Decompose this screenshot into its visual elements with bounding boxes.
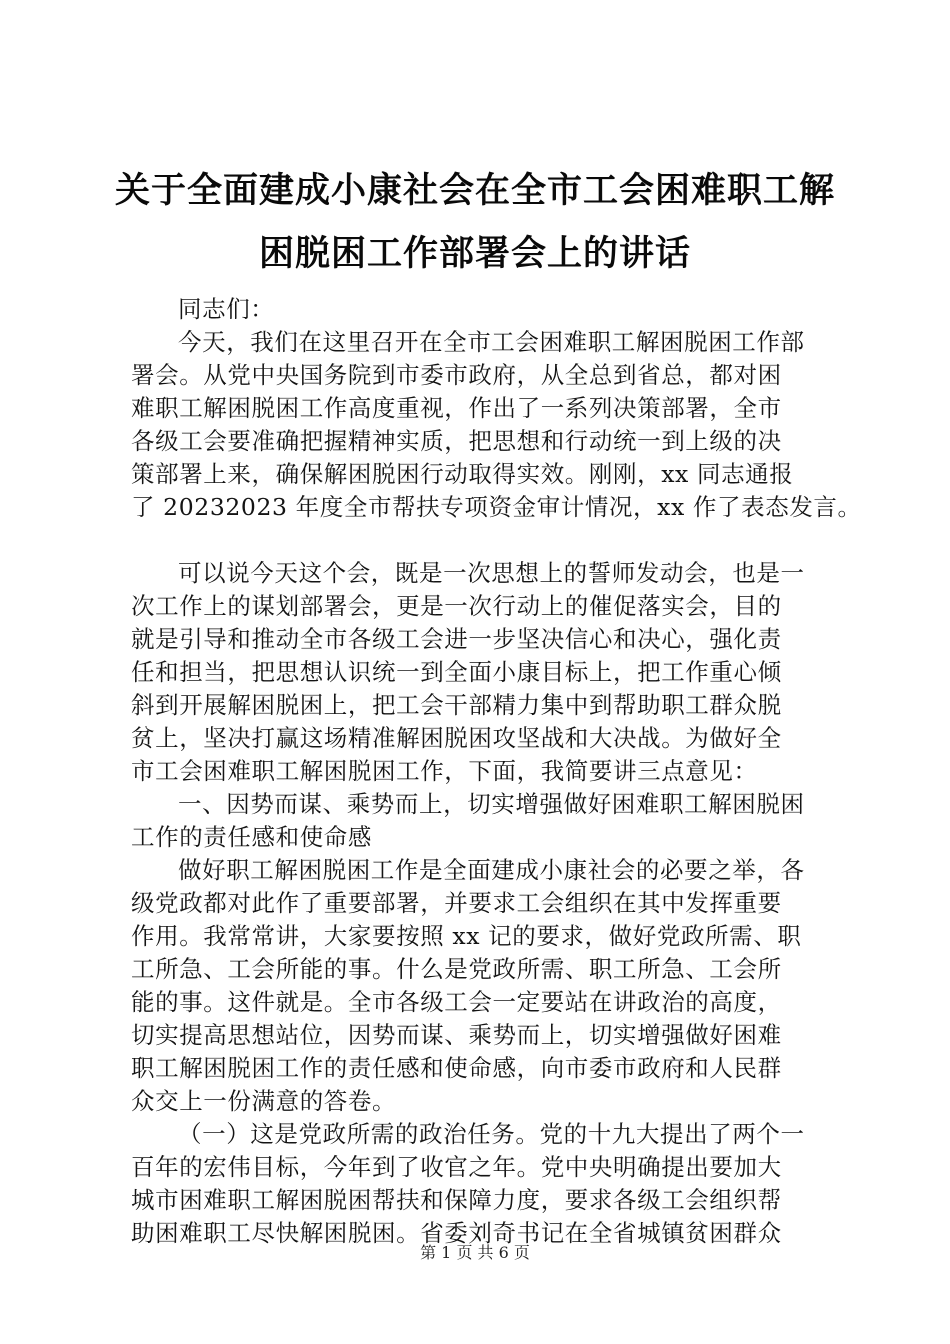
paragraph-line: 可以说今天这个会，既是一次思想上的誓师发动会，也是一 [178, 559, 805, 587]
paragraph-line: 城市困难职工解困脱困帮扶和保障力度，要求各级工会组织帮 [131, 1186, 782, 1214]
paragraph-line: 百年的宏伟目标，今年到了收官之年。党中央明确提出要加大 [131, 1153, 782, 1181]
paragraph-line: 能的事。这件就是。全市各级工会一定要站在讲政治的高度， [131, 988, 782, 1016]
paragraph-line: 市工会困难职工解困脱困工作，下面，我简要讲三点意见： [131, 757, 758, 785]
page-number-footer: 第 1 页 共 6 页 [420, 1243, 530, 1262]
paragraph-gap [131, 524, 831, 557]
paragraph-line: 级党政都对此作了重要部署，并要求工会组织在其中发挥重要 [131, 889, 782, 917]
paragraph-line: 了 20232023 年度全市帮扶专项资金审计情况，xx 作了表态发言。 [131, 493, 862, 521]
paragraph-line: 各级工会要准确把握精神实质，把思想和行动统一到上级的决 [131, 427, 782, 455]
paragraph-line: 署会。从党中央国务院到市委市政府，从全总到省总，都对困 [131, 361, 782, 389]
paragraph-line: （一）这是党政所需的政治任务。党的十九大提出了两个一 [178, 1120, 805, 1148]
paragraph-line: 次工作上的谋划部署会，更是一次行动上的催促落实会，目的 [131, 592, 782, 620]
paragraph-line: 贫上，坚决打赢这场精准解困脱困攻坚战和大决战。为做好全 [131, 724, 782, 752]
document-body [131, 293, 862, 1250]
paragraph-line: 助困难职工尽快解困脱困。省委刘奇书记在全省城镇贫困群众 [131, 1219, 782, 1247]
section-heading-line: 工作的责任感和使命感 [131, 823, 372, 851]
paragraph-line: 作用。我常常讲，大家要按照 xx 记的要求，做好党政所需、职 [131, 922, 802, 950]
paragraph-line: 工所急、工会所能的事。什么是党政所需、职工所急、工会所 [131, 955, 782, 983]
document-title-line-1: 关于全面建成小康社会在全市工会困难职工解 [114, 171, 835, 211]
paragraph-line: 切实提高思想站位，因势而谋、乘势而上，切实增强做好困难 [131, 1021, 782, 1049]
document-title-line-2: 困脱困工作部署会上的讲话 [258, 234, 691, 274]
paragraph-line: 众交上一份满意的答卷。 [131, 1087, 397, 1115]
paragraph-line: 策部署上来，确保解困脱困行动取得实效。刚刚，xx 同志通报 [131, 460, 794, 488]
paragraph-line: 难职工解困脱困工作高度重视，作出了一系列决策部署，全市 [131, 394, 782, 422]
paragraph-line: 任和担当，把思想认识统一到全面小康目标上，把工作重心倾 [131, 658, 782, 686]
paragraph-line: 职工解困脱困工作的责任感和使命感，向市委市政府和人民群 [131, 1054, 782, 1082]
paragraph-line: 做好职工解困脱困工作是全面建成小康社会的必要之举，各 [178, 856, 805, 884]
section-heading-line: 一、因势而谋、乘势而上，切实增强做好困难职工解困脱困 [178, 790, 805, 818]
paragraph-line: 今天，我们在这里召开在全市工会困难职工解困脱困工作部 [178, 328, 805, 356]
paragraph-line: 就是引导和推动全市各级工会进一步坚决信心和决心，强化责 [131, 625, 782, 653]
salutation: 同志们： [178, 295, 275, 323]
paragraph-line: 斜到开展解困脱困上，把工会干部精力集中到帮助职工群众脱 [131, 691, 782, 719]
